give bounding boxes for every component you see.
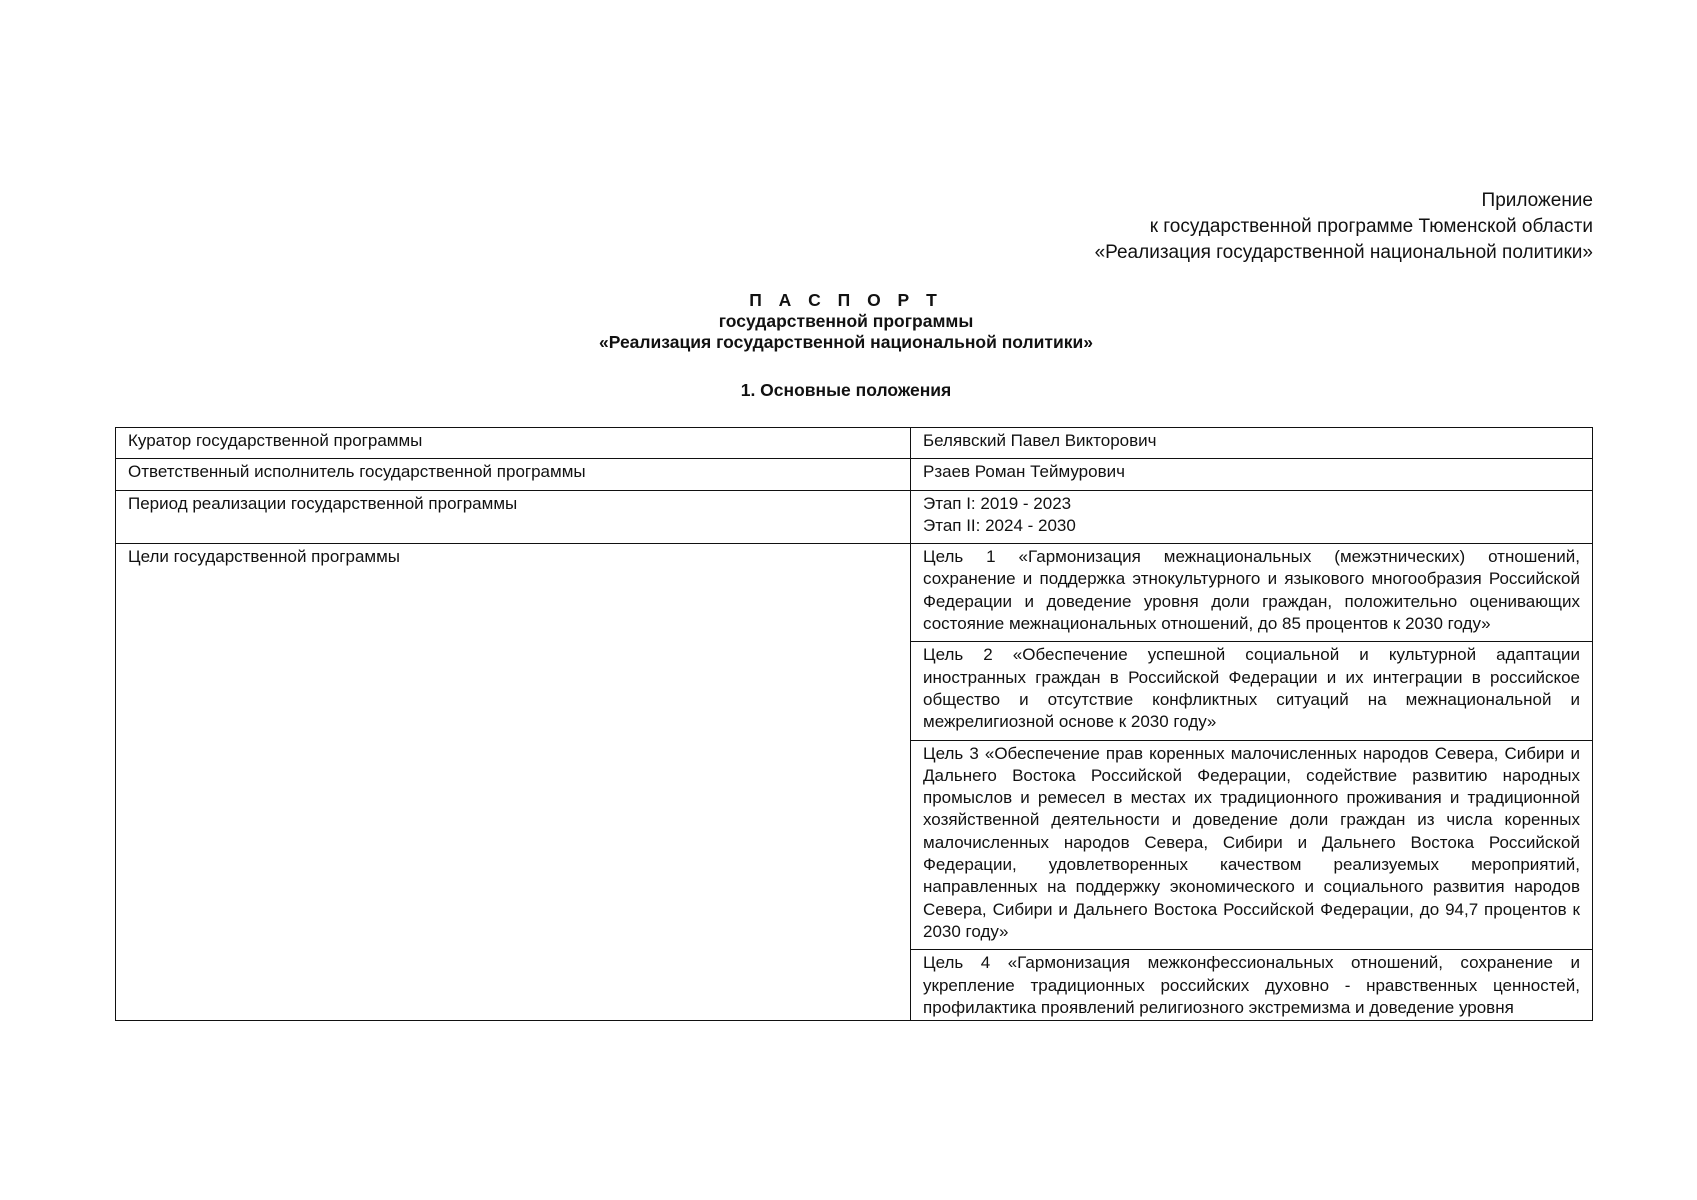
goal-3: Цель 3 «Обеспечение прав коренных малочисленных народов Севера, Сибири и Дальнего Востока Российской Федерации, содействие развитию народных промыслов и ремесел в местах их традиционного проживания и традиционной хозяйственной деятельности и доведение доли граждан из числа коренных малочисленных народов Севера, Сибири и Дальнего Востока Российской Федерации, удовлетворенных качеством реализуемых мероприятий, направленных на поддержку экономического и социального развития народов Севера, Сибири и Дальнего Востока Российской Федерации, до 94,7 процентов к 2030 году»	[911, 740, 1593, 950]
passport-heading: П А С П О Р Т	[749, 290, 943, 310]
period-stage-1: Этап I: 2019 - 2023	[923, 493, 1072, 513]
row-label-curator: Куратор государственной программы	[116, 428, 911, 459]
appendix-line-3: «Реализация государственной национальной политики»	[1094, 242, 1593, 263]
row-value-executor: Рзаев Роман Теймурович	[911, 459, 1593, 490]
appendix-line-1: Приложение	[1481, 190, 1593, 211]
table-row	[116, 428, 1593, 459]
row-label-executor: Ответственный исполнитель государственной программы	[116, 459, 911, 490]
title-line-2: государственной программы	[718, 311, 974, 331]
row-label-goals: Цели государственной программы	[116, 544, 911, 1021]
row-label-period: Период реализации государственной программы	[116, 490, 911, 544]
main-provisions-table	[115, 427, 1593, 1021]
document-title	[106, 290, 1586, 353]
goal-4	[911, 950, 1593, 1021]
row-value-period	[911, 490, 1593, 544]
appendix-line-2: к государственной программе Тюменской области	[1149, 216, 1593, 237]
title-line-3: «Реализация государственной национальной политики»	[598, 332, 1094, 352]
goal-2: Цель 2 «Обеспечение успешной социальной и культурной адаптации иностранных граждан в Российской Федерации и их интеграции в российское общество и отсутствие конфликтных ситуаций на межнациональной и межрелигиозной основе к 2030 году»	[911, 642, 1593, 740]
section-title: 1. Основные положения	[740, 380, 952, 400]
goal-4-text: Цель 4 «Гармонизация межконфессиональных отношений, сохранение и укрепление традиционных российских духовно - нравственных ценностей, профилактика проявлений религиозного экстремизма и доведение уровня	[923, 953, 1580, 1017]
table-row	[116, 490, 1593, 544]
row-value-curator: Белявский Павел Викторович	[911, 428, 1593, 459]
goal-1: Цель 1 «Гармонизация межнациональных (межэтнических) отношений, сохранение и поддержка этнокультурного и языкового многообразия Российской Федерации и доведение уровня доли граждан, положительно оценивающих состояние межнациональных отношений, до 85 процентов к 2030 году»	[911, 544, 1593, 642]
table-row	[116, 544, 1593, 642]
period-stage-2: Этап II: 2024 - 2030	[923, 515, 1076, 535]
table-row	[116, 459, 1593, 490]
appendix-note	[873, 188, 1593, 266]
